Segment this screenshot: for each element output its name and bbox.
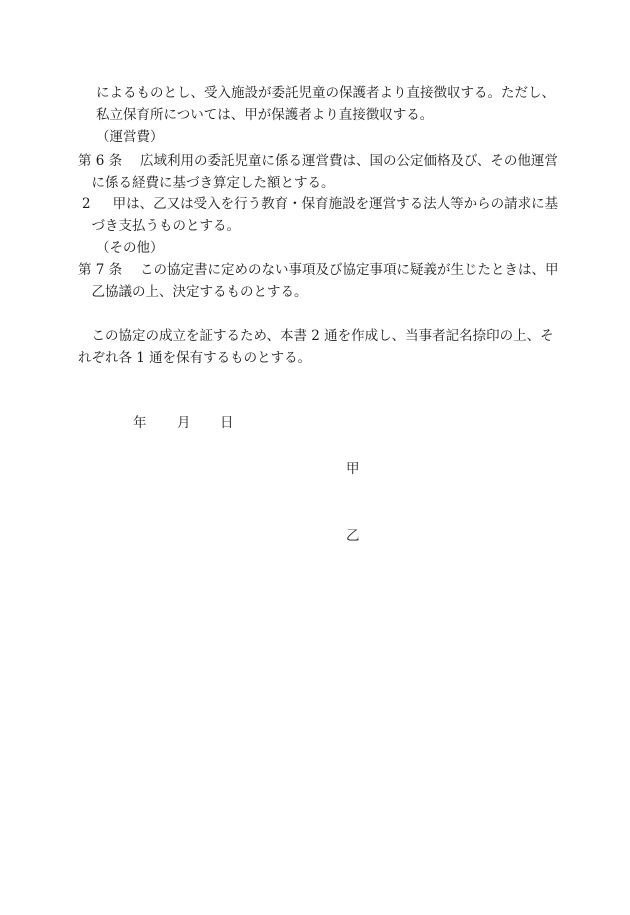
party-first: 甲: [346, 461, 360, 477]
article-7-line-1: 第 7 条 この協定書に定めのない事項及び協定事項に疑義が生じたときは、甲: [78, 262, 559, 278]
article-6-line-2: に係る経費に基づき算定した額とする。: [78, 175, 335, 191]
date-year: 年: [133, 415, 147, 431]
date-month: 月: [177, 415, 191, 431]
continuation-line-2: 私立保育所については、甲が保護者より直接徴収する。: [96, 107, 434, 123]
closing-line-2: れぞれ各 1 通を保有するものとする。: [78, 350, 312, 366]
date-day: 日: [220, 415, 234, 431]
continuation-line-1: によるものとし、受入施設が委託児童の保護者より直接徴収する。ただし、: [96, 85, 555, 101]
article-6-paragraph-2-line-1: 2 甲は、乙又は受入を行う教育・保育施設を運営する法人等からの請求に基: [82, 196, 559, 212]
party-second: 乙: [346, 528, 360, 544]
closing-line-1: この協定の成立を証するため、本書 2 通を作成し、当事者記名捺印の上、そ: [78, 328, 554, 344]
article-6-paragraph-2-line-2: づき支払うものとする。: [78, 218, 240, 234]
heading-other: （その他）: [96, 240, 164, 256]
article-6-line-1: 第 6 条 広域利用の委託児童に係る運営費は、国の公定価格及び、その他運営: [78, 153, 558, 169]
heading-operating-cost: （運営費）: [96, 129, 164, 145]
article-7-line-2: 乙協議の上、決定するものとする。: [78, 284, 308, 300]
